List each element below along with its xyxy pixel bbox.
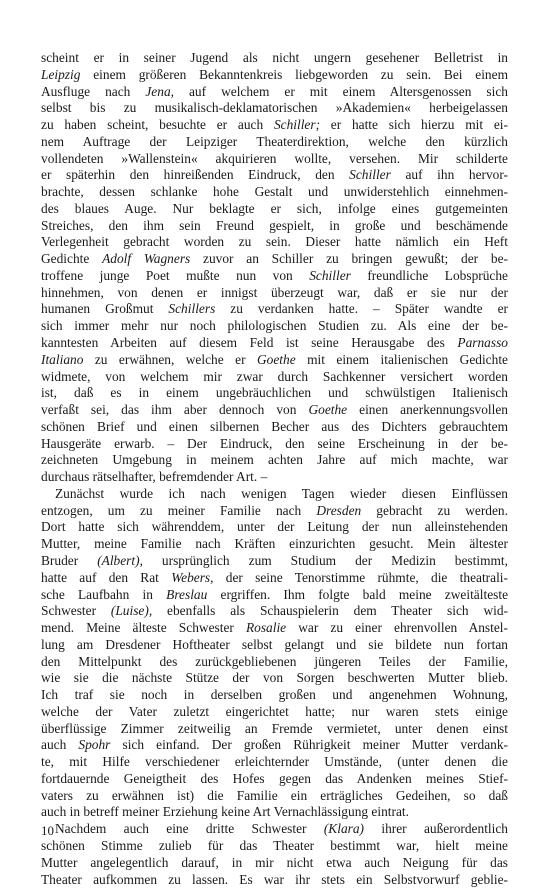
- text-run: Ausfluge nach: [41, 83, 146, 99]
- text-line: [41, 436, 508, 453]
- text-line: [41, 285, 508, 302]
- text-run: wie sie die nächste Stütze der von Sorgen beschwerten Mutter blieb.: [41, 670, 508, 686]
- italic-text: Adolf Wagners: [102, 251, 191, 267]
- text-run: Mutter angelegentlich darauf, in mir nicht etwa auch Neigung für das: [41, 854, 508, 870]
- italic-text: Webers,: [171, 569, 214, 585]
- text-run: zu verdanken hatte. – Später wandte er: [215, 301, 508, 317]
- text-run: Hausgeräte erwarb. – Der Eindruck, den seine Erscheinung in der be-: [41, 435, 508, 451]
- italic-text: Breslau: [166, 586, 208, 602]
- text-run: humanen Großmut: [41, 301, 169, 317]
- text-run: Schwester: [41, 603, 111, 619]
- text-run: vollendeten »Wallenstein« akquirieren wollte, versehen. Mir schilderte: [41, 150, 508, 166]
- text-line: [41, 687, 508, 704]
- text-line: [41, 754, 508, 771]
- italic-text: (Klara): [323, 821, 365, 837]
- text-line: [41, 771, 508, 788]
- text-run: auch: [41, 737, 79, 753]
- text-run: kanntesten Arbeiten auf diesem Feld ist seine Herausgabe des: [41, 335, 458, 351]
- text-run: mend. Meine älteste Schwester: [41, 620, 246, 636]
- text-line: [41, 50, 508, 67]
- text-run: zu erwähnen, welche er: [83, 351, 257, 367]
- text-line: [41, 335, 508, 352]
- text-line: [41, 536, 508, 553]
- text-run: einem größeren Bekanntenkreis liebgeworden zu sein. Bei einem: [80, 66, 508, 82]
- text-run: Bruder: [41, 552, 98, 568]
- text-run: ist, daß es in einem ungebräuchlichen und schwülstigen Italienisch: [41, 385, 508, 401]
- text-line: [41, 201, 508, 218]
- text-run: den Mittelpunkt des zurückgebliebenen jüngeren Teiles der Familie,: [41, 653, 508, 669]
- text-run: widmete, von welchem mir zwar durch Sachkenner versichert worden: [41, 368, 508, 384]
- text-line: [41, 721, 508, 738]
- text-line: [41, 519, 508, 536]
- page-number: 10: [41, 823, 54, 838]
- text-run: zuvor an Schiller zu bringen gewußt; der be-: [190, 251, 508, 267]
- italic-text: Schiller: [309, 267, 351, 283]
- paragraph: [41, 486, 508, 821]
- italic-text: (Luise),: [110, 603, 153, 619]
- text-line: [41, 637, 508, 654]
- text-line: [41, 587, 508, 604]
- text-run: Nachdem auch eine dritte Schwester: [55, 821, 324, 837]
- text-line: [41, 838, 508, 855]
- text-line: [41, 301, 508, 318]
- text-line: [41, 788, 508, 805]
- text-run: verfaßt sei, das ihm aber dennoch von: [41, 402, 309, 418]
- paragraph: [41, 50, 508, 486]
- text-run: gebracht zu werden.: [361, 502, 508, 518]
- text-run: durchaus rätselhafter, befremdender Art. –: [41, 469, 268, 485]
- text-run: freundliche Lobsprüche: [350, 267, 508, 283]
- italic-text: Goethe: [308, 402, 348, 418]
- text-run: brachte, dessen schlanke hohe Gestalt und unwiderstehlich einnehmen-: [41, 184, 508, 200]
- text-line: [41, 151, 508, 168]
- text-line: [41, 318, 508, 335]
- text-run: schönen Stimme zulieb für das Theater bestimmt war, hielt meine: [41, 837, 508, 853]
- text-run: ergriffen. Ihm folgte bald meine zweitälteste: [207, 586, 509, 602]
- text-run: des blaues Auge. Nur beklagte er sich, infolge eines gutgemeinten: [41, 200, 508, 216]
- paragraph: [41, 821, 508, 888]
- italic-text: Spohr: [78, 737, 111, 753]
- text-run: lung am Dresdener Hoftheater selbst gelangt und sie bildete nun fortan: [41, 636, 508, 652]
- text-run: schönen Brief und einen silbernen Becher aus des Dichters gebrauchtem: [41, 418, 508, 434]
- text-run: vaters zu erwähnen ist) die Familie ein erträgliches Gedeihen, so daß: [41, 787, 508, 803]
- text-run: te, mit Hilfe verschiedener erleichternder Umstände, (unter denen die: [41, 754, 508, 770]
- text-run: einen anerkennungsvollen: [347, 402, 508, 418]
- text-run: selbst bis zu musikalisch-deklamatorischen »Akademien« herbeigelassen: [41, 100, 508, 116]
- text-run: war zu einer ehrenvollen Anstel-: [286, 620, 508, 636]
- text-run: mit einem italienischen Gedichte: [295, 351, 508, 367]
- text-line: [41, 117, 508, 134]
- italic-text: Rosalie: [245, 620, 287, 636]
- text-line: [41, 84, 508, 101]
- text-run: der seine Tenorstimme rühmte, die theatrali-: [213, 569, 508, 585]
- text-line: [41, 670, 508, 687]
- text-run: zu haben scheint, besuchte er auch: [41, 117, 274, 133]
- text-line: [41, 704, 508, 721]
- body-text: [41, 50, 508, 888]
- text-line: [41, 821, 508, 838]
- italic-text: Italiano: [41, 351, 84, 367]
- text-line: [41, 419, 508, 436]
- text-run: ihrer außerordentlich: [364, 821, 508, 837]
- text-run: sich einfand. Der großen Rührigkeit meiner Mutter verdank-: [110, 737, 508, 753]
- text-line: [41, 184, 508, 201]
- text-line: [41, 369, 508, 386]
- italic-text: Goethe: [256, 351, 296, 367]
- italic-text: Dresden: [316, 502, 362, 518]
- text-line: [41, 737, 508, 754]
- text-run: hatte auf den Rat: [41, 569, 172, 585]
- text-run: auch in betreff meiner Erziehung keine Art Vernachlässigung eintrat.: [41, 804, 409, 820]
- text-run: Mutter, meine Familie nach Kräften einzurichten gesucht. Mein ältester: [41, 536, 508, 552]
- text-line: [41, 654, 508, 671]
- text-line: [41, 234, 508, 251]
- text-line: [41, 620, 508, 637]
- text-run: überflüssige Zimmer zeitweilig an Fremde vermietet, unter denen einst: [41, 720, 508, 736]
- text-line: [41, 268, 508, 285]
- text-run: er späterhin den hinreißenden Eindruck, den: [41, 167, 350, 183]
- text-line: [41, 385, 508, 402]
- text-run: sich immer mehr nur noch philologischen Studien zu. Als eine der be-: [41, 318, 508, 334]
- text-run: auf ihn hervor-: [390, 167, 509, 183]
- text-line: [41, 503, 508, 520]
- text-run: sche Laufbahn in: [41, 586, 167, 602]
- text-line: [41, 67, 508, 84]
- text-line: [41, 603, 508, 620]
- text-line: [41, 167, 508, 184]
- text-line: [41, 469, 508, 486]
- text-run: welche der Vater zuletzt eingerichtet hatte; nur waren stets einige: [41, 703, 508, 719]
- text-line: [41, 804, 508, 821]
- text-run: scheint er in seiner Jugend als nicht ungern gesehener Belletrist in: [41, 50, 508, 65]
- text-run: ebenfalls als Schauspielerin dem Theater sich wid-: [152, 603, 508, 619]
- text-line: [41, 486, 508, 503]
- text-line: [41, 553, 508, 570]
- italic-text: (Albert),: [97, 552, 143, 568]
- text-line: [41, 251, 508, 268]
- text-run: Gedichte: [41, 251, 103, 267]
- italic-text: Schiller: [349, 167, 391, 183]
- text-run: Theater aufkommen zu lassen. Es war ihr stets ein Selbstvorwurf geblie-: [41, 871, 508, 887]
- text-line: [41, 570, 508, 587]
- text-run: Zunächst wurde ich nach wenigen Tagen wieder diesen Einflüssen: [55, 485, 508, 501]
- text-run: fortdauernde Geneigtheit des Hofes gegen das Andenken meines Stief-: [41, 770, 508, 786]
- text-run: troffene junge Poet mußte nun von: [41, 267, 310, 283]
- text-run: Verlegenheit gebracht worden zu sein. Dieser hatte nämlich ein Heft: [41, 234, 508, 250]
- italic-text: Schillers: [168, 301, 216, 317]
- italic-text: Parnasso: [457, 335, 508, 351]
- text-run: nem Auftrage der Leipziger Theaterdirektion, welche den kürzlich: [41, 133, 508, 149]
- text-run: er hatte sich hierzu mit ei-: [320, 117, 508, 133]
- text-line: [41, 218, 508, 235]
- text-line: [41, 452, 508, 469]
- text-run: Streiches, den ihm sein Freund gespielt, in große und beschämende: [41, 217, 508, 233]
- text-line: [41, 402, 508, 419]
- text-line: [41, 352, 508, 369]
- text-run: zeichneten Umgebung in meinem achten Jahre auf mich machte, war: [41, 452, 508, 468]
- text-run: Ich traf sie noch in derselben großen und angenehmen Wohnung,: [41, 687, 508, 703]
- italic-text: Jena,: [145, 83, 174, 99]
- text-run: entzogen, um zu meiner Familie nach: [41, 502, 317, 518]
- italic-text: Schiller;: [273, 117, 321, 133]
- text-run: hinnehmen, von denen er innigst überzeugt war, daß er sie nur der: [41, 284, 508, 300]
- text-run: ursprünglich zum Studium der Medizin bestimmt,: [142, 552, 508, 568]
- text-run: Dort hatte sich währenddem, unter der Leitung der nun alleinstehenden: [41, 519, 508, 535]
- italic-text: Leipzig: [41, 66, 81, 82]
- text-line: [41, 134, 508, 151]
- text-run: auf welchem er mit einem Altersgenossen sich: [174, 83, 508, 99]
- text-line: [41, 100, 508, 117]
- text-line: [41, 855, 508, 872]
